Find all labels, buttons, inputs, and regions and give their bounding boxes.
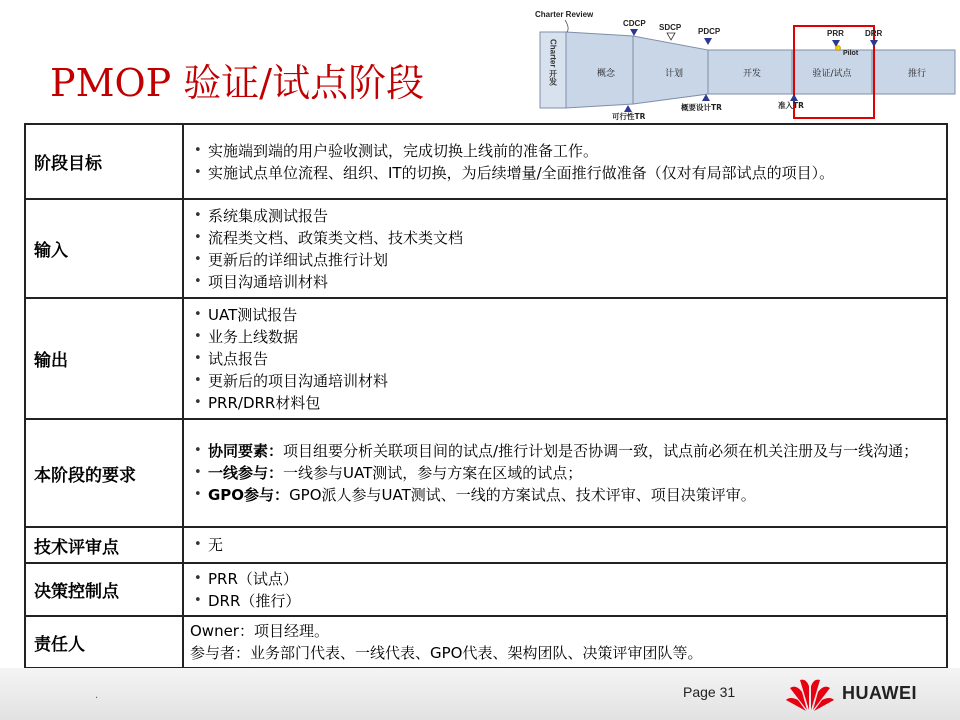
list-item: • DRR（推行） (208, 590, 940, 612)
list-item (208, 462, 940, 484)
requirement-text: 项目组要分析关联项目间的试点/推行计划是否协调一致，试点前必须在机关注册及与一线沟通； (283, 442, 919, 460)
phase-table (24, 123, 948, 669)
stage-label: 计划 (664, 69, 684, 79)
table-row (25, 298, 947, 419)
list-item: • 实施端到端的用户验收测试，完成切换上线前的准备工作。 (208, 140, 940, 162)
marker-label: CDCP (623, 19, 646, 28)
row-label: 技术评审点 (25, 527, 183, 563)
list-item: • 业务上线数据 (208, 326, 940, 348)
list-item: • 流程类文档、政策类文档、技术类文档 (208, 227, 940, 249)
requirement-head: GPO参与： (208, 486, 290, 504)
marker-label: PDCP (698, 27, 721, 36)
marker-triangle-icon (870, 40, 878, 47)
marker-triangle-icon (667, 33, 675, 40)
list-item: • 更新后的详细试点推行计划 (208, 249, 940, 271)
table-row (25, 563, 947, 616)
requirement-head: 一线参与： (208, 464, 284, 482)
marker-label: 可行性TR (612, 112, 646, 121)
table-row (25, 616, 947, 668)
charter-label: Charter 开发 (548, 39, 558, 86)
page-title: PMOP 验证/试点阶段 (50, 61, 425, 105)
footer-dot: . (95, 690, 99, 701)
huawei-logo-icon (786, 676, 834, 712)
row-content (183, 124, 947, 199)
pilot-label: Pilot (843, 50, 859, 57)
marker-label: DRR (865, 29, 883, 38)
table-row (25, 527, 947, 563)
requirement-head: 协同要素： (208, 442, 284, 460)
row-label: 责任人 (25, 616, 183, 668)
list-item: • UAT测试报告 (208, 304, 940, 326)
row-content (183, 199, 947, 298)
brand-name: HUAWEI (842, 683, 917, 703)
table-row (25, 124, 947, 199)
list-item: • 无 (208, 534, 940, 556)
list-item: • PRR/DRR材料包 (208, 392, 940, 414)
participants-line: 参与者：业务部门代表、一线代表、GPO代表、架构团队、决策评审团队等。 (190, 644, 703, 662)
list-item: • 试点报告 (208, 348, 940, 370)
row-content (183, 527, 947, 563)
list-item: • 更新后的项目沟通培训材料 (208, 370, 940, 392)
row-label: 决策控制点 (25, 563, 183, 616)
marker-label: 准入TR (778, 101, 804, 110)
list-item: • 项目沟通培训材料 (208, 271, 940, 293)
marker-label: SDCP (659, 23, 682, 32)
stage-label: 概念 (596, 69, 616, 79)
marker-triangle-icon (704, 38, 712, 45)
pilot-dot-icon (836, 46, 841, 51)
marker-label: 概要设计TR (681, 103, 722, 112)
marker-triangle-icon (630, 29, 638, 36)
footer (0, 668, 960, 720)
list-item (208, 440, 940, 462)
owner-line: Owner：项目经理。 (190, 622, 329, 640)
list-item: • PRR（试点） (208, 568, 940, 590)
stage-label: 验证/试点 (812, 69, 852, 79)
charter-review-arrow (565, 20, 568, 32)
row-content (183, 563, 947, 616)
charter-review-label: Charter Review (535, 10, 594, 19)
list-item (208, 484, 940, 506)
marker-triangle-icon (624, 105, 632, 112)
list-item: • 实施试点单位流程、组织、IT的切换，为后续增量/全面推行做准备（仅对有局部试点的项目）。 (208, 162, 940, 184)
row-content (183, 298, 947, 419)
row-label: 输入 (25, 199, 183, 298)
row-content (183, 616, 947, 668)
table-row (25, 419, 947, 527)
marker-label: PRR (827, 29, 844, 38)
marker-triangle-icon (790, 94, 798, 101)
requirement-text: GPO派人参与UAT测试、一线的方案试点、技术评审、项目决策评审。 (289, 486, 756, 504)
list-item: • 系统集成测试报告 (208, 205, 940, 227)
stage-label: 推行 (907, 69, 927, 79)
requirement-text: 一线参与UAT测试，参与方案在区域的试点； (283, 464, 583, 482)
page-number: Page 31 (683, 684, 736, 700)
row-label: 输出 (25, 298, 183, 419)
row-label: 本阶段的要求 (25, 419, 183, 527)
table-row (25, 199, 947, 298)
row-content (183, 419, 947, 527)
phase-diagram (530, 6, 960, 124)
stage-label: 开发 (742, 69, 762, 79)
row-label: 阶段目标 (25, 124, 183, 199)
